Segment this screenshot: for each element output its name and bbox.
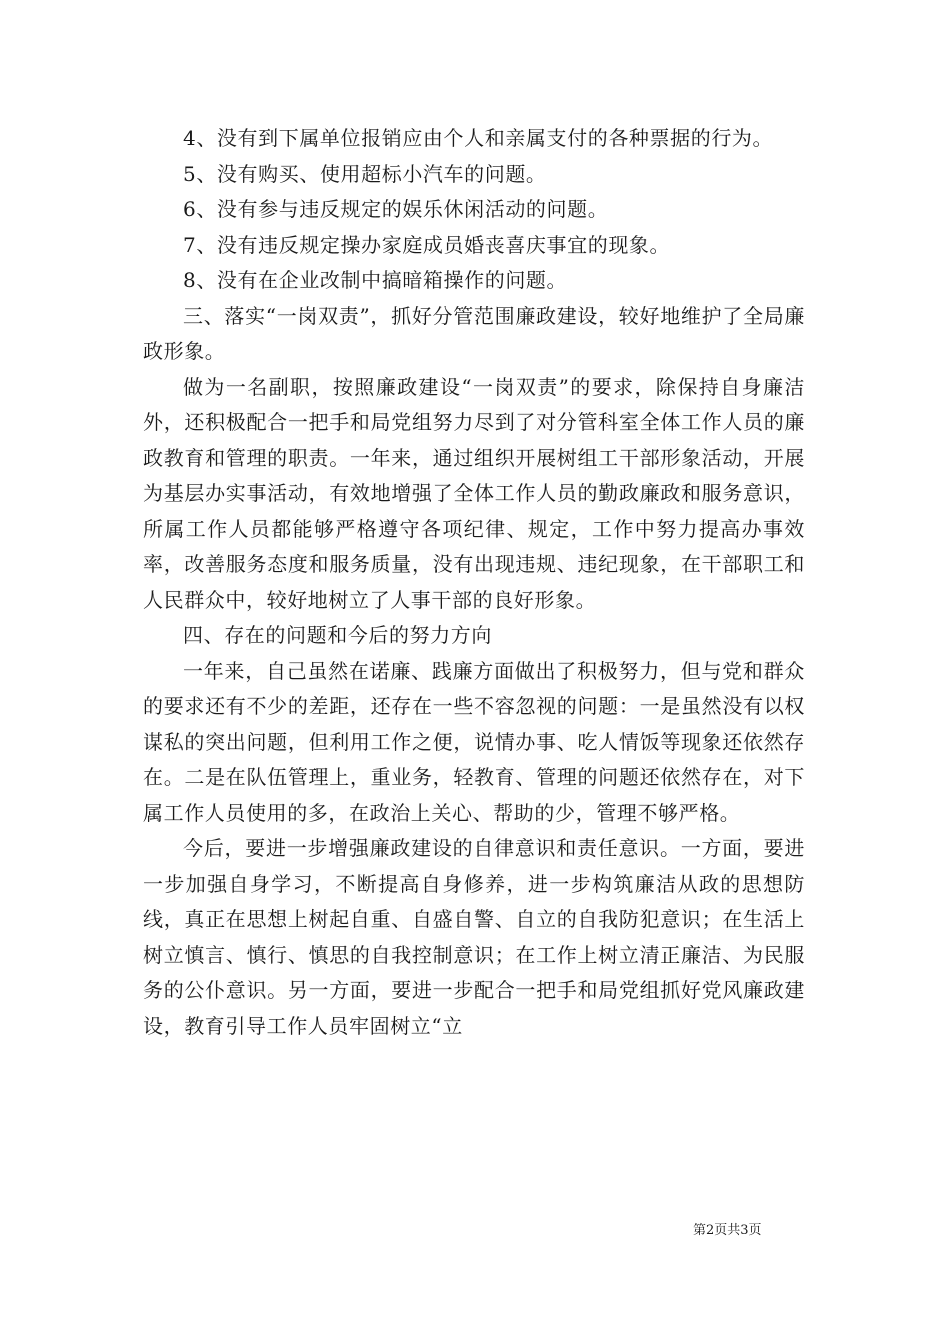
paragraph-item-4: 4、没有到下属单位报销应由个人和亲属支付的各种票据的行为。 <box>183 126 774 150</box>
paragraph-item-6: 6、没有参与违反规定的娱乐休闲活动的问题。 <box>183 197 609 221</box>
paragraph-item-7: 7、没有违反规定操办家庭成员婚丧喜庆事宜的现象。 <box>183 232 671 257</box>
paragraph-future: 今后，要进一步增强廉政建设的自律意识和责任意识。一方面，要进一步加强自身学习，不断提高自身修养，进一步构筑廉洁从政的思想防线，真正在思想上树起自重、自盛自警、自立的自我防犯意识；在生活上树立慎言、慎行、慎思的自我控制意识；在工作上树立清正廉洁、为民服务的公仆意识。另一方面，要进一步配合一把手和局党组抓好党风廉政建设，教育引导工作人员牢固树立“立 <box>143 836 805 1038</box>
paragraph-responsibility: 做为一名副职，按照廉政建设“一岗双责”的要求，除保持自身廉洁外，还积极配合一把手和局党组努力尽到了对分管科室全体工作人员的廉政教育和管理的职责。一年来，通过组织开展树组工干部形象活动，开展为基层办实事活动，有效地增强了全体工作人员的勤政廉政和服务意识，所属工作人员都能够严格遵守各项纪律、规定，工作中努力提高办事效率，改善服务态度和服务质量，没有出现违规、违纪现象，在干部职工和人民群众中，较好地树立了人事干部的良好形象。 <box>143 374 805 612</box>
paragraph-item-8: 8、没有在企业改制中搞暗箱操作的问题。 <box>183 268 568 292</box>
paragraph-item-5: 5、没有购买、使用超标小汽车的问题。 <box>183 161 547 186</box>
paragraph-problems: 一年来，自己虽然在诺廉、践廉方面做出了积极努力，但与党和群众的要求还有不少的差距，还存在一些不容忽视的问题：一是虽然没有以权谋私的突出问题，但利用工作之便，说情办事、吃人情饭等现象还依然存在。二是在队伍管理上，重业务，轻教育、管理的问题还依然存在，对下属工作人员使用的多，在政治上关心、帮助的少，管理不够严格。 <box>143 658 805 825</box>
section-heading-4: 四、存在的问题和今后的努力方向 <box>183 623 492 647</box>
page-number-indicator: 第2页共3页 <box>693 1223 762 1238</box>
section-heading-3: 三、落实“一岗双责”，抓好分管范围廉政建设，较好地维护了全局廉政形象。 <box>143 303 805 363</box>
document-body <box>143 121 805 1044</box>
